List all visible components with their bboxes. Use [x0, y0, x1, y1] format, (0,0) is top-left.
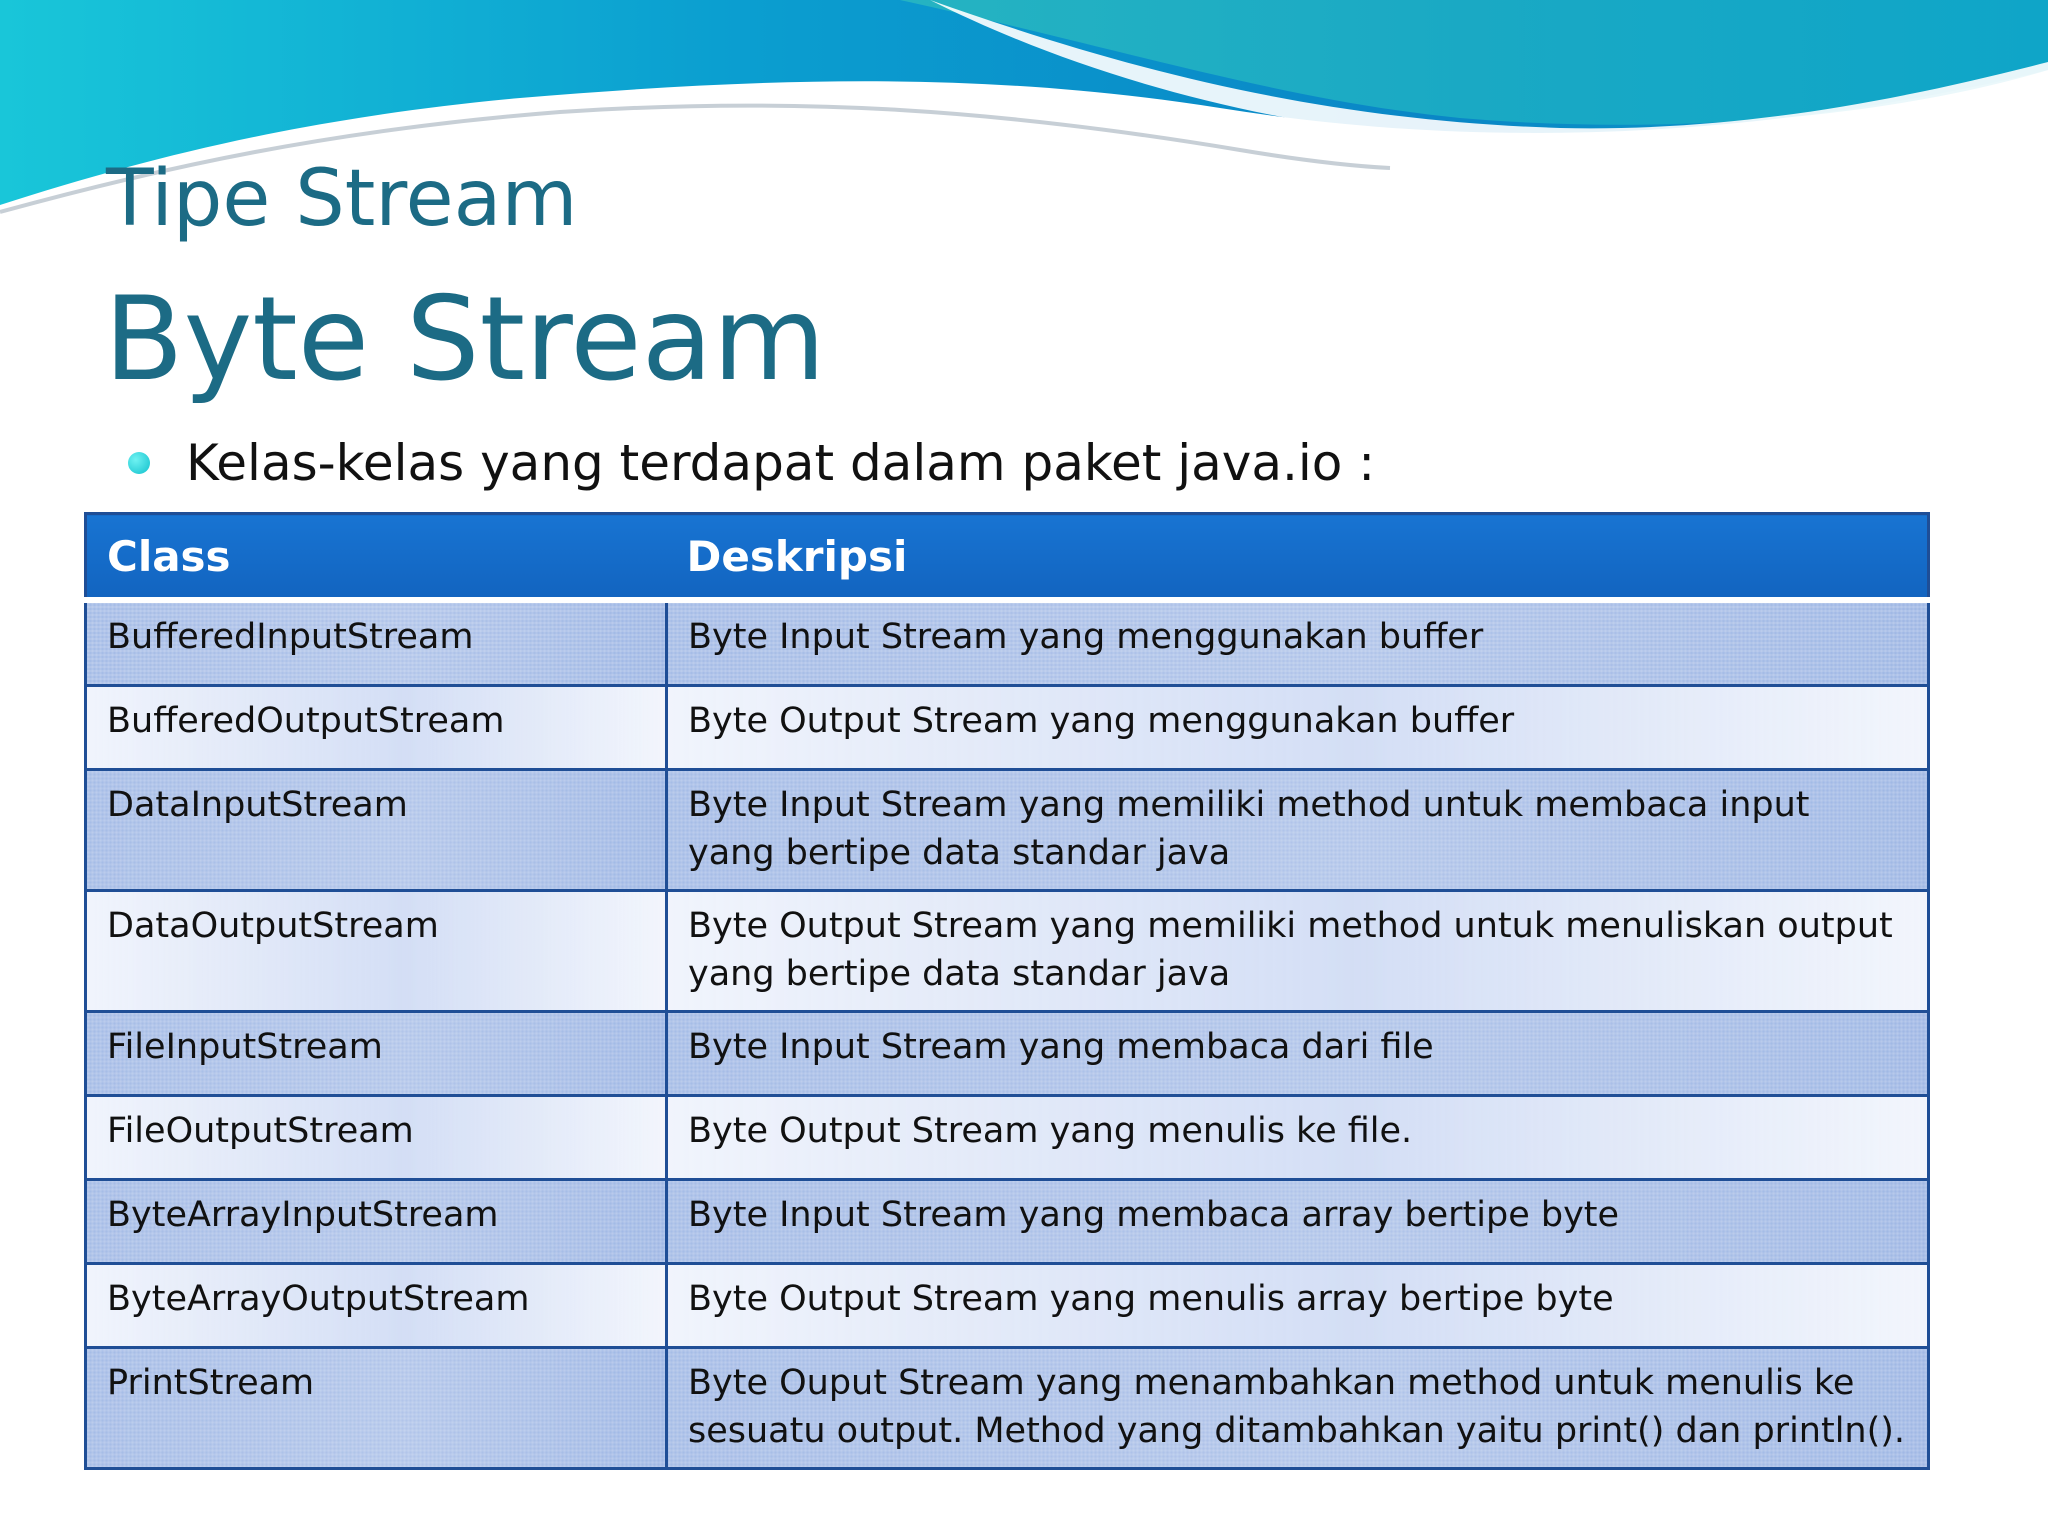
- class-cell: BufferedInputStream: [86, 600, 667, 686]
- class-cell: BufferedOutputStream: [86, 686, 667, 770]
- class-cell: ByteArrayInputStream: [86, 1180, 667, 1264]
- description-cell: Byte Output Stream yang menggunakan buffer: [667, 686, 1929, 770]
- description-cell: Byte Output Stream yang memiliki method untuk menuliskan output yang bertipe data standar java: [667, 891, 1929, 1012]
- description-cell: Byte Input Stream yang membaca array bertipe byte: [667, 1180, 1929, 1264]
- header-class: Class: [86, 514, 667, 601]
- slide-subtitle: Tipe Stream: [106, 154, 578, 244]
- table-header-row: [86, 514, 1929, 601]
- table-row: [86, 686, 1929, 770]
- table-row: [86, 891, 1929, 1012]
- class-cell: FileOutputStream: [86, 1096, 667, 1180]
- table-row: [86, 1012, 1929, 1096]
- description-cell: Byte Ouput Stream yang menambahkan method untuk menulis ke sesuatu output. Method yang ditambahkan yaitu print() dan println().: [667, 1348, 1929, 1469]
- description-cell: Byte Output Stream yang menulis array bertipe byte: [667, 1264, 1929, 1348]
- class-cell: DataOutputStream: [86, 891, 667, 1012]
- class-cell: DataInputStream: [86, 770, 667, 891]
- table-row: [86, 600, 1929, 686]
- header-deskripsi: Deskripsi: [667, 514, 1929, 601]
- bullet-text: Kelas-kelas yang terdapat dalam paket java.io :: [186, 434, 1376, 492]
- class-cell: PrintStream: [86, 1348, 667, 1469]
- table-row: [86, 1348, 1929, 1469]
- table-row: [86, 770, 1929, 891]
- byte-stream-table: [84, 512, 1930, 1470]
- bullet-dot-icon: [128, 452, 150, 474]
- class-cell: FileInputStream: [86, 1012, 667, 1096]
- description-cell: Byte Output Stream yang menulis ke file.: [667, 1096, 1929, 1180]
- table-row: [86, 1096, 1929, 1180]
- bullet-item: [128, 434, 1376, 492]
- description-cell: Byte Input Stream yang menggunakan buffer: [667, 600, 1929, 686]
- description-cell: Byte Input Stream yang membaca dari file: [667, 1012, 1929, 1096]
- table-row: [86, 1264, 1929, 1348]
- class-cell: ByteArrayOutputStream: [86, 1264, 667, 1348]
- table-row: [86, 1180, 1929, 1264]
- slide-title: Byte Stream: [104, 272, 826, 407]
- description-cell: Byte Input Stream yang memiliki method untuk membaca input yang bertipe data standar java: [667, 770, 1929, 891]
